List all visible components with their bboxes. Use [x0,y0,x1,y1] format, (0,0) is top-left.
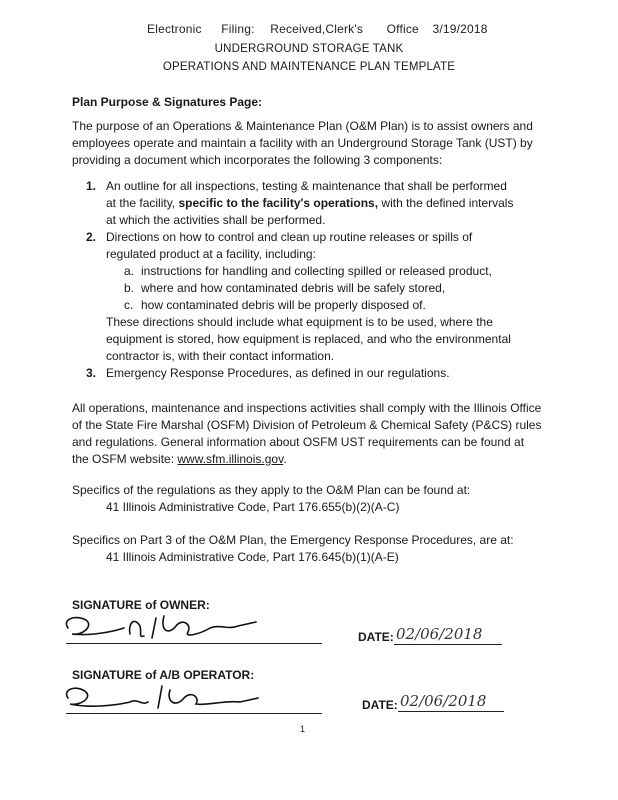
item-number: 2. [86,230,97,244]
stamp-received: Received,Clerk's [270,22,364,36]
sub-text: where and how contaminated debris will be safely stored, [141,281,446,295]
osfm-website-link[interactable]: www.sfm.illinois.gov [177,452,284,466]
item-text: Directions on how to control and clean up routine releases or spills of regulated product at a facility, including: [106,230,473,261]
document-title-line2: OPERATIONS AND MAINTENANCE PLAN TEMPLATE [162,61,456,73]
item-text: Emergency Response Procedures, as defined in our regulations. [106,366,450,380]
specifics-om-text: Specifics of the regulations as they apply to the O&M Plan can be found at: [72,483,471,497]
stamp-electronic: Electronic [147,22,202,36]
owner-signature-image [60,606,270,648]
item-after-text: These directions should include what equipment is to be used, where the equipment is stored, how equipment is replaced, and who the environmental contractor is, with their contact information. [106,315,511,363]
stamp-filing: Filing: [221,22,255,36]
sub-text: how contaminated debris will be properly disposed of. [141,298,426,312]
sub-letter: c. [124,298,134,312]
item-text-end: with the defined intervals at which the activities shall be performed. [106,196,514,227]
operator-date-value: 02/06/2018 [400,692,487,710]
compliance-text: All operations, maintenance and inspections activities shall comply with the Illinois Office of the State Fire Marshal (OSFM) Division of Petroleum & Chemical Safety (P&CS) rules and regulations. General information about OSFM UST requirements can be found at the OSFM website: [72,401,542,466]
operator-signature-image [58,680,268,716]
page-number: 1 [300,724,306,734]
document-title-line1: UNDERGROUND STORAGE TANK [214,43,404,55]
item-number: 3. [86,366,97,380]
operator-signature-label: SIGNATURE of A/B OPERATOR: [72,668,255,682]
owner-signature-label: SIGNATURE of OWNER: [72,598,210,612]
filing-stamp [147,22,488,36]
list-item [86,229,516,365]
code-citation-om: 41 Illinois Administrative Code, Part 176.655(b)(2)(A-C) [106,500,400,514]
code-citation-erp: 41 Illinois Administrative Code, Part 176.645(b)(1)(A-E) [106,550,399,564]
compliance-paragraph [72,400,542,468]
owner-date-value: 02/06/2018 [396,625,483,643]
owner-date-line [394,644,502,645]
item-text: An outline for all inspections, testing & maintenance that shall be performed at the facility, [106,179,507,210]
sub-item [106,297,516,314]
operator-date-label: DATE: [362,698,398,712]
stamp-office: Office [386,22,419,36]
item-bold-text: specific to the facility's operations, [178,196,379,210]
sub-item [106,280,516,297]
sub-letter: b. [124,281,135,295]
stamp-date: 3/19/2018 [432,22,488,36]
compliance-end: . [283,452,287,466]
item-number: 1. [86,179,97,193]
owner-signature-line [66,643,322,644]
specifics-erp-text: Specifics on Part 3 of the O&M Plan, the Emergency Response Procedures, are at: [72,533,514,547]
sub-letter: a. [124,264,135,278]
list-item [86,178,516,229]
components-list [86,178,516,382]
owner-date-label: DATE: [358,630,394,644]
section-heading: Plan Purpose & Signatures Page: [72,95,263,109]
purpose-paragraph: The purpose of an Operations & Maintenance Plan (O&M Plan) is to assist owners and employees operate and maintain a facility with an Underground Storage Tank (UST) by providing a document which incorporates the following 3 components: [72,119,533,167]
sub-item [106,263,516,280]
operator-signature-line [66,713,322,714]
operator-date-line [398,711,504,712]
list-item [86,365,516,382]
sub-text: instructions for handling and collecting spilled or released product, [141,264,492,278]
